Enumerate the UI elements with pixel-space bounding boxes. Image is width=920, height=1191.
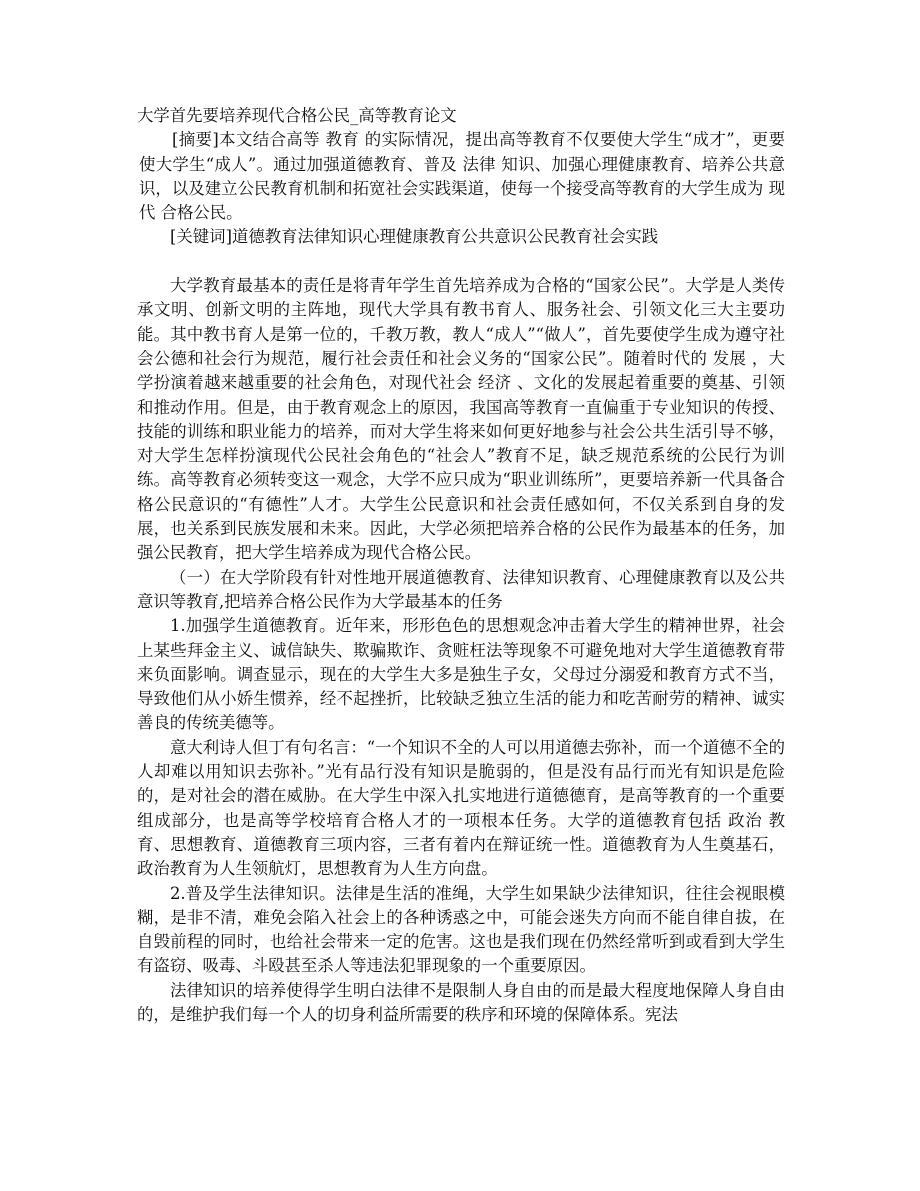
abstract: [摘要]本文结合高等 教育 的实际情况，提出高等教育不仅要使大学生“成才”，更要使大学生“成人”。通过加强道德教育、普及 法律 知识、加强心理健康教育、培养公共意识，以及建立公民教育机制和拓宽社会实践渠道，使每一个接受高等教育的大学生成为 现代 合格公民。 [139, 130, 785, 223]
section-heading-1: （一）在大学阶段有针对性地开展道德教育、法律知识教育、心理健康教育以及公共意识等教育,把培养合格公民作为大学最基本的任务 [137, 567, 785, 611]
body-paragraph-5: 法律知识的培养使得学生明白法律不是限制人身自由的而是最大程度地保障人身自由的，是维护我们每一个人的切身利益所需要的秩序和环境的保障体系。宪法 [137, 980, 785, 1024]
body-paragraph-1: 大学教育最基本的责任是将青年学生首先培养成为合格的“国家公民”。大学是人类传承文明、创新文明的主阵地，现代大学具有教书育人、服务社会、引领文化三大主要功能。其中教书育人是第一位的，千教万教，教人“成人”“做人”，首先要使学生成为遵守社会公德和社会行为规范，履行社会责任和社会义务的“国家公民”。随着时代的 发展 ，大学扮演着越来越重要的社会角色，对现代社会 经济 、文化的发展起着重要的奠基、引领和推动作用。但是，由于教育观念上的原因，我国高等教育一直偏重于专业知识的传授、技能的训练和职业能力的培养，而对大学生将来如何更好地参与社会公共生活引导不够，对大学生怎样扮演现代公民社会角色的“社会人”教育不足，缺乏规范系统的公民行为训练。高等教育必须转变这一观念，大学不应只成为“职业训练所”，更要培养新一代具备合格公民意识的“有德性”人才。大学生公民意识和社会责任感如何，不仅关系到自身的发展，也关系到民族发展和未来。因此，大学必须把培养合格的公民作为最基本的任务，加强公民教育，把大学生培养成为现代合格公民。 [137, 276, 785, 563]
body-paragraph-2: 1.加强学生道德教育。近年来，形形色色的思想观念冲击着大学生的精神世界，社会上某些拜金主义、诚信缺失、欺骗欺诈、贪赃枉法等现象不可避免地对大学生道德教育带来负面影响。调查显示，现在的大学生大多是独生子女，父母过分溺爱和教育方式不当，导致他们从小娇生惯养，经不起挫折，比较缺乏独立生活的能力和吃苦耐劳的精神、诚实善良的传统美德等。 [137, 616, 785, 733]
document-title: 大学首先要培养现代合格公民_高等教育论文 [137, 106, 457, 125]
document-page [137, 104, 785, 1027]
keywords: [关键词]道德教育法律知识心理健康教育公共意识公民教育社会实践 [170, 227, 659, 247]
blank-line [137, 250, 785, 274]
body-paragraph-4: 2.普及学生法律知识。法律是生活的准绳，大学生如果缺少法律知识，往往会视眼模糊，是非不清，难免会陷入社会上的各种诱惑之中，可能会迷失方向而不能自律自拔，在自毁前程的同时，也给社会带来一定的危害。这也是我们现在仍然经常听到或看到大学生有盗窃、吸毒、斗殴甚至杀人等违法犯罪现象的一个重要原因。 [137, 883, 785, 976]
body-paragraph-3: 意大利诗人但丁有句名言：“一个知识不全的人可以用道德去弥补，而一个道德不全的人却难以用知识去弥补。”光有品行没有知识是脆弱的，但是没有品行而光有知识是危险的，是对社会的潜在威胁。在大学生中深入扎实地进行道德德育，是高等教育的一个重要组成部分，也是高等学校培育合格人才的一项根本任务。大学的道德教育包括 政治 教育、思想教育、道德教育三项内容，三者有着内在辩证统一性。道德教育为人生奠基石，政治教育为人生领航灯，思想教育为人生方向盘。 [137, 737, 785, 879]
